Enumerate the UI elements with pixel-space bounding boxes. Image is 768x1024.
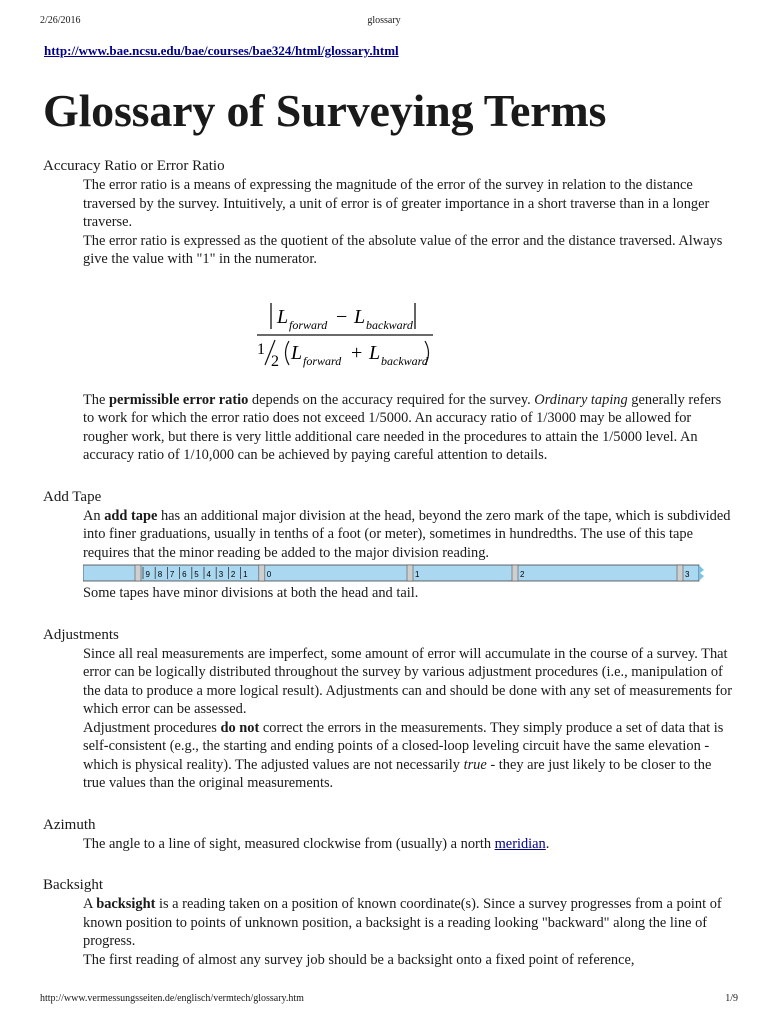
tape-minor-label: 2 — [230, 570, 236, 579]
formula-half-den: 2 — [271, 352, 279, 369]
formula-sub-backward: backward — [366, 317, 413, 332]
tape-minor-label: 5 — [194, 570, 199, 579]
paragraph: The error ratio is a means of expressing the magnitude of the error of the survey in relation to the distance traversed by the survey. Intuitively, a unit of error is of greater importance in a short traverse than in a longer traverse. — [83, 177, 710, 230]
formula-minus: − — [336, 305, 348, 328]
tape-minor-label: 8 — [157, 570, 163, 579]
term-azimuth: Azimuth — [43, 816, 96, 833]
page-title: Glossary of Surveying Terms — [43, 85, 607, 136]
tape-major-mark — [407, 565, 413, 581]
paragraph: An add tape has an additional major division at the head, beyond the zero mark of the tape, which is subdivided into finer graduations, usually in tenths of a foot (or meter), sometimes in hundredths. The use of this tape requires that the minor reading be added to the major division reading. — [83, 507, 731, 561]
formula-plus: + — [351, 341, 363, 364]
paragraph: Since all real measurements are imperfect, some amount of error will accumulate in the course of a survey. That error can be logically distributed throughout the survey by various adjustment procedures (i.e., manipulation of the data to produce a more logical result). Adjustments can and should be done with any set of measurements for which error can be assessed. — [83, 645, 732, 717]
term-accuracy-ratio: Accuracy Ratio or Error Ratio — [43, 158, 225, 174]
formula-den-sub-forward: forward — [303, 353, 342, 368]
definition-accuracy-ratio-cont — [83, 391, 733, 465]
paragraph: The error ratio is expressed as the quotient of the absolute value of the error and the distance traversed. Always give the value with "1" in the numerator. — [83, 232, 723, 267]
term-adjustments: Adjustments — [43, 626, 119, 643]
paragraph: A backsight is a reading taken on a position of known coordinate(s). Since a survey progresses from a point of known position to points of unknown position, a backsight is a reading looking "backward" along the line of progress. — [83, 896, 722, 949]
formula-half-num: 1 — [257, 340, 265, 358]
tape-minor-label: 3 — [218, 570, 224, 579]
paragraph: Some tapes have minor divisions at both the head and tail. — [83, 585, 419, 601]
footer-url: http://www.vermessungsseiten.de/englisch/vermtech/glossary.htm — [40, 993, 304, 1004]
definition-add-tape — [83, 507, 733, 603]
paragraph: Adjustment procedures do not correct the errors in the measurements. They simply produce a set of data that is self-consistent (e.g., the starting and ending points of a closed-loop leveling circuit have the same elevation - which is physical reality). The adjusted values are not necessarily true - they are just likely to be closer to the true values than the original measurements. — [83, 719, 724, 791]
paragraph: The angle to a line of sight, measured clockwise from (usually) a north meridian. — [83, 835, 550, 852]
bold-do-not: do not — [220, 719, 260, 736]
error-ratio-formula — [253, 299, 438, 369]
bold-term-backsight: backsight — [96, 896, 156, 912]
tape-major-label: 1 — [415, 570, 420, 579]
glossary-content — [43, 156, 733, 969]
tape-major-label: 3 — [685, 570, 690, 579]
print-title: glossary — [367, 15, 401, 26]
tape-minor-label: 1 — [243, 570, 248, 579]
add-tape-illustration — [83, 562, 705, 584]
italic-ordinary-taping: Ordinary taping — [534, 391, 628, 408]
tape-minor-label: 9 — [145, 570, 150, 579]
formula-den-l-backward: L — [369, 341, 381, 364]
definition-backsight — [83, 895, 733, 969]
tape-major-mark — [259, 565, 265, 581]
meridian-link[interactable]: meridian — [494, 835, 546, 852]
tape-major-label: 2 — [520, 570, 525, 579]
bold-term-add-tape: add tape — [104, 507, 158, 524]
formula-var-l-forward: L — [277, 305, 289, 328]
formula-sub-forward: forward — [289, 317, 328, 332]
definition-adjustments — [83, 645, 733, 793]
formula-den-l-forward: L — [291, 341, 303, 364]
footer-page-number: 1/9 — [725, 993, 738, 1004]
term-add-tape: Add Tape — [43, 488, 102, 505]
source-link[interactable]: http://www.bae.ncsu.edu/bae/courses/bae324/html/glossary.html — [44, 43, 399, 58]
paragraph: The permissible error ratio depends on the accuracy required for the survey. Ordinary taping generally refers to work for which the error ratio does not exceed 1/5000. An accuracy ratio of 1/3000 may be allowed for rougher work, but there is very little additional care needed in the procedures to attain the 1/5000 level. An accuracy ratio of 1/10,000 can be achieved by paying careful attention to details. — [83, 391, 722, 463]
tape-minor-label: 6 — [182, 570, 187, 579]
tape-minor-label: 4 — [206, 570, 211, 579]
tape-major-mark — [512, 565, 518, 581]
bold-term-permissible-error-ratio: permissible error ratio — [108, 391, 249, 408]
term-backsight: Backsight — [43, 877, 103, 893]
italic-true: true — [463, 756, 487, 773]
tape-minor-label: 7 — [169, 570, 175, 579]
tape-major-mark — [677, 565, 683, 581]
definition-azimuth — [83, 835, 733, 854]
definition-accuracy-ratio — [83, 176, 733, 269]
formula-var-l-backward: L — [354, 305, 366, 328]
paragraph: The first reading of almost any survey job should be a backsight onto a fixed point of reference, — [83, 951, 635, 968]
print-date: 2/26/2016 — [40, 15, 81, 26]
tape-major-label: 0 — [266, 570, 272, 579]
formula-den-sub-backward: backward — [381, 353, 428, 368]
